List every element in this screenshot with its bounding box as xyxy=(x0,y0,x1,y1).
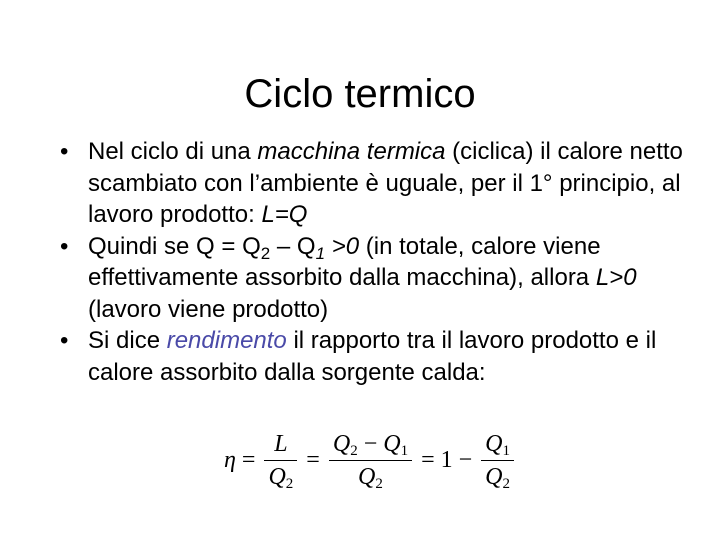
bullet-item-1 xyxy=(60,136,700,231)
equals-sign: = xyxy=(241,447,256,473)
slide-title: Ciclo termico xyxy=(244,72,476,116)
fraction-q2-minus-q1-over-q2 xyxy=(329,430,412,491)
bullet-item-2 xyxy=(60,231,700,326)
denominator: Q2 xyxy=(485,464,511,492)
bullet-2-text-cont: (in totale, calore viene effettivamente assorbito dalla macchina), allora xyxy=(88,232,601,291)
bullet-1-text-cont: (ciclica) il calore netto scambiato con l’ambiente è uguale, per il 1° principio, al lavoro prodotto: xyxy=(88,138,683,228)
bullet-list xyxy=(60,136,700,388)
fraction-l-over-q2 xyxy=(264,430,297,491)
bullet-2-text-end: (lavoro viene prodotto) xyxy=(88,295,329,323)
equals-sign: = xyxy=(306,447,320,473)
bullet-3-text: Si dice xyxy=(88,327,167,354)
minus-sign: − xyxy=(458,447,473,473)
equation-l-positive: L>0 xyxy=(595,264,637,291)
greater-than-zero: >0 xyxy=(325,232,360,260)
subscript-1: 1 xyxy=(315,243,326,263)
term-rendimento: rendimento xyxy=(166,327,287,354)
bullet-item-3 xyxy=(60,325,700,388)
numerator: L xyxy=(274,431,288,457)
bullet-1-text: Nel ciclo di una xyxy=(88,138,258,165)
bullet-dot: • xyxy=(60,232,69,260)
denominator: Q2 xyxy=(358,464,383,492)
one: 1 xyxy=(440,447,453,473)
numerator: Q2 − Q1 xyxy=(332,431,409,459)
denominator: Q2 xyxy=(268,464,294,492)
eta-symbol: η xyxy=(224,447,236,473)
term-macchina-termica: macchina termica xyxy=(257,138,446,165)
efficiency-formula xyxy=(224,430,517,491)
bullet-2-text: Quindi se Q = Q xyxy=(88,232,261,260)
fraction-q1-over-q2 xyxy=(481,430,514,491)
equation-l-equals-q: L=Q xyxy=(261,201,308,228)
subscript-2: 2 xyxy=(260,243,271,263)
bullet-dot: • xyxy=(60,138,69,165)
numerator: Q1 xyxy=(485,431,511,459)
equals-sign: = xyxy=(421,447,435,473)
bullet-3-text-cont: il rapporto tra il lavoro prodotto e il calore assorbito dalla sorgente calda: xyxy=(88,327,657,386)
bullet-dot: • xyxy=(60,327,69,354)
bullet-2-minus-q: – Q xyxy=(270,232,316,260)
